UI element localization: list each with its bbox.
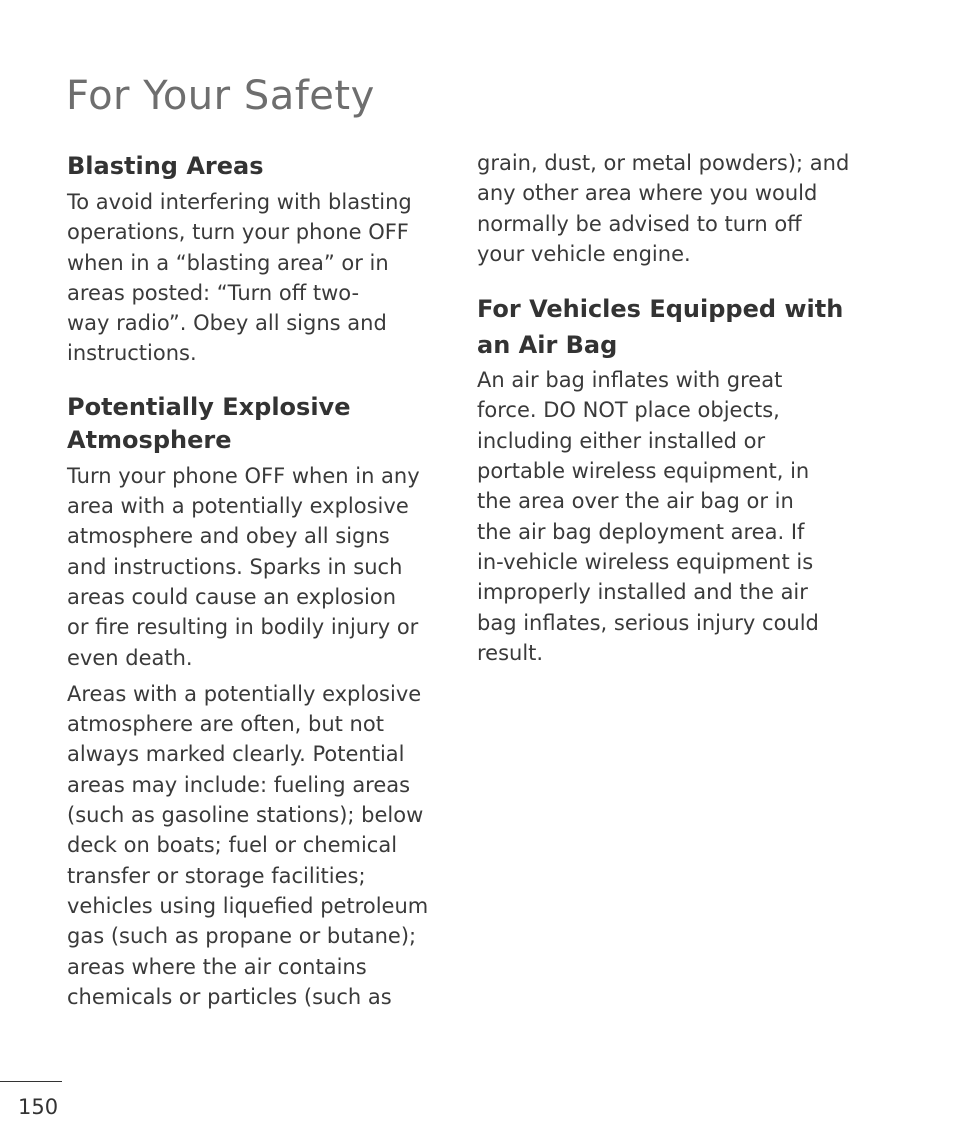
- text-line: atmosphere are often, but not: [67, 712, 384, 737]
- explosive-atmosphere-paragraph-2: [67, 679, 452, 1012]
- text-line: (such as gasoline stations); below: [67, 803, 424, 828]
- text-line: vehicles using liquefied petroleum: [67, 893, 429, 918]
- text-line: area with a potentially explosive: [67, 494, 409, 519]
- text-line: areas may include: fueling areas: [67, 772, 411, 797]
- text-line: even death.: [67, 645, 193, 670]
- text-line: bag inflates, serious injury could: [477, 610, 819, 635]
- text-line: grain, dust, or metal powders); and: [477, 151, 850, 175]
- text-line: areas could cause an explosion: [67, 584, 397, 609]
- text-line: your vehicle engine.: [477, 241, 691, 266]
- text-line: way radio”. Obey all signs and: [67, 311, 387, 336]
- text-line: An air bag inflates with great: [477, 368, 783, 393]
- text-line: gas (such as propane or butane);: [67, 924, 417, 949]
- text-line: when in a “blasting area” or in: [67, 250, 389, 275]
- text-line: or fire resulting in bodily injury or: [67, 615, 419, 640]
- text-line: normally be advised to turn off: [477, 211, 802, 236]
- text-line: transfer or storage facilities;: [67, 863, 366, 888]
- text-line: To avoid interfering with blasting: [67, 190, 412, 214]
- footer-divider: [0, 1081, 62, 1082]
- text-line: chemicals or particles (such as: [67, 984, 392, 1009]
- text-line: improperly installed and the air: [477, 580, 808, 605]
- explosive-atmosphere-continued-paragraph: [477, 148, 872, 269]
- text-line: any other area where you would: [477, 181, 818, 206]
- text-line: the air bag deployment area. If: [477, 519, 805, 544]
- air-bag-vehicles-heading: [477, 291, 872, 363]
- text-line: portable wireless equipment, in: [477, 459, 810, 484]
- page-title: For Your Safety: [66, 73, 375, 119]
- text-line: including either installed or: [477, 428, 766, 453]
- text-line: Areas with a potentially explosive: [67, 681, 422, 706]
- heading-line: For Vehicles Equipped with: [477, 295, 844, 324]
- text-line: deck on boats; fuel or chemical: [67, 833, 398, 858]
- text-line: areas posted: “Turn off two-: [67, 280, 360, 305]
- text-line: the area over the air bag or in: [477, 489, 794, 514]
- text-line: Turn your phone OFF when in any: [67, 463, 420, 488]
- text-line: and instructions. Sparks in such: [67, 554, 403, 579]
- right-column: [477, 148, 872, 668]
- left-column: [67, 148, 452, 1012]
- text-line: result.: [477, 640, 544, 665]
- page-number: 150: [18, 1095, 59, 1119]
- air-bag-paragraph: [477, 365, 872, 668]
- text-line: in-vehicle wireless equipment is: [477, 549, 814, 574]
- explosive-atmosphere-heading: [67, 391, 452, 457]
- heading-line: Potentially Explosive: [67, 392, 351, 421]
- blasting-areas-heading: Blasting Areas: [67, 152, 264, 180]
- text-line: atmosphere and obey all signs: [67, 524, 390, 549]
- text-line: force. DO NOT place objects,: [477, 398, 780, 423]
- blasting-areas-paragraph: [67, 187, 452, 369]
- explosive-atmosphere-paragraph-1: [67, 461, 452, 673]
- heading-line: Atmosphere: [67, 425, 232, 454]
- text-line: always marked clearly. Potential: [67, 742, 405, 767]
- text-line: operations, turn your phone OFF: [67, 220, 409, 245]
- heading-line: an Air Bag: [477, 331, 618, 360]
- text-line: areas where the air contains: [67, 954, 367, 979]
- text-line: instructions.: [67, 341, 197, 366]
